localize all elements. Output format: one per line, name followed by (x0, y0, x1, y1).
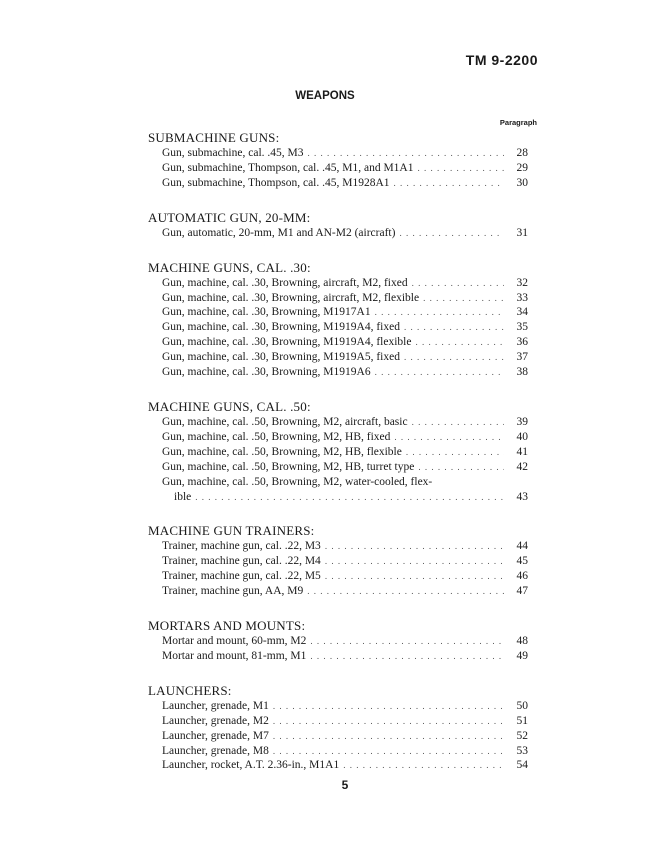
paragraph-number: 42 (516, 460, 528, 473)
section-machine-gun-trainers (148, 522, 528, 599)
dot-leader (273, 699, 504, 714)
dot-leader (310, 634, 504, 649)
entry-text: Gun, machine, cal. .50, Browning, M2, aircraft, basic (162, 415, 408, 428)
page-number: 5 (341, 778, 349, 792)
paragraph-number: 53 (516, 744, 528, 757)
dot-leader (375, 365, 504, 380)
entry-text: Launcher, rocket, A.T. 2.36-in., M1A1 (162, 759, 340, 772)
entry-text: Gun, machine, cal. .50, Browning, M2, HB, fixed (162, 430, 391, 443)
dot-leader (415, 335, 504, 350)
entry-text: Trainer, machine gun, cal. .22, M5 (162, 570, 321, 583)
dot-leader (394, 176, 504, 191)
dot-leader (412, 276, 504, 291)
section-heading: SUBMACHINE GUNS: (148, 130, 280, 145)
dot-leader (273, 744, 504, 759)
list-item (148, 430, 528, 445)
list-item (148, 460, 528, 475)
dot-leader (195, 490, 504, 505)
list-item (148, 729, 528, 744)
section-heading: LAUNCHERS: (148, 682, 232, 698)
dot-leader (273, 729, 504, 744)
section-heading: MACHINE GUNS, CAL. .50: (148, 398, 311, 414)
paragraph-number: 49 (516, 649, 528, 662)
list-item (148, 569, 528, 584)
paragraph-number: 31 (516, 226, 528, 239)
paragraph-number: 39 (516, 415, 528, 428)
entry-text: Mortar and mount, 81-mm, M1 (162, 649, 307, 662)
dot-leader (423, 291, 504, 306)
document-id: TM 9-2200 (465, 52, 538, 68)
entry-text: Launcher, grenade, M2 (162, 714, 269, 727)
list-item (148, 714, 528, 729)
entry-text: Launcher, grenade, M1 (162, 699, 269, 712)
dot-leader (375, 305, 504, 320)
entry-text: Gun, machine, cal. .30, Browning, M1919A5, fixed (162, 351, 400, 364)
paragraph-number: 40 (516, 430, 528, 443)
paragraph-number: 33 (516, 291, 528, 304)
list-item (148, 649, 528, 664)
paragraph-number: 36 (516, 336, 528, 349)
dot-leader (325, 539, 504, 554)
entry-text: Trainer, machine gun, cal. .22, M3 (162, 540, 321, 553)
section-launchers (148, 682, 528, 774)
entry-text: Gun, submachine, cal. .45, M3 (162, 147, 304, 159)
list-item (148, 584, 528, 599)
entry-text: Mortar and mount, 60-mm, M2 (162, 635, 307, 648)
section-automatic-gun (148, 209, 528, 241)
paragraph-number: 52 (516, 729, 528, 742)
dot-leader (406, 445, 504, 460)
dot-leader (307, 584, 504, 599)
paragraph-number: 48 (516, 635, 528, 648)
dot-leader (394, 430, 504, 445)
section-machine-guns-30 (148, 259, 528, 380)
dot-leader (325, 554, 504, 569)
paragraph-number: 44 (516, 540, 528, 553)
paragraph-number: 47 (516, 585, 528, 598)
section-heading: MACHINE GUNS, CAL. .30: (148, 259, 311, 275)
section-mortars-and-mounts (148, 617, 528, 664)
paragraph-number: 32 (516, 276, 528, 289)
paragraph-number: 29 (516, 161, 528, 174)
paragraph-column-label: Paragraph (499, 118, 537, 127)
section-heading: AUTOMATIC GUN, 20-MM: (148, 209, 311, 225)
dot-leader (418, 460, 504, 475)
section-machine-guns-50 (148, 398, 528, 504)
paragraph-number: 50 (516, 699, 528, 712)
entry-text: Gun, machine, cal. .30, Browning, M1919A4, flexible (162, 336, 412, 349)
paragraph-number: 51 (516, 714, 528, 727)
section-heading: MACHINE GUN TRAINERS: (148, 523, 315, 539)
entry-text: Trainer, machine gun, AA, M9 (162, 585, 304, 598)
paragraph-number: 28 (516, 147, 528, 159)
list-item (148, 758, 528, 773)
list-item (148, 365, 528, 380)
dot-leader (412, 415, 504, 430)
dot-leader (404, 350, 504, 365)
list-item (148, 445, 528, 460)
list-item (148, 539, 528, 554)
entry-text: Gun, machine, cal. .30, Browning, aircraft, M2, fixed (162, 276, 408, 289)
entry-text: Trainer, machine gun, cal. .22, M4 (162, 555, 321, 568)
entry-text: Gun, machine, cal. .30, Browning, M1919A4, fixed (162, 321, 400, 334)
list-item-line1: Gun, machine, cal. .50, Browning, M2, water-cooled, flex- (162, 475, 433, 488)
contents-list (148, 129, 528, 791)
entry-text: Gun, machine, cal. .50, Browning, M2, HB, flexible (162, 445, 402, 458)
list-item (148, 415, 528, 430)
list-item (148, 305, 528, 320)
paragraph-number: 43 (516, 490, 528, 503)
paragraph-number: 54 (516, 759, 528, 772)
list-item (148, 554, 528, 569)
list-item (148, 490, 528, 505)
dot-leader (325, 569, 504, 584)
list-item (148, 276, 528, 291)
list-item (148, 320, 528, 335)
list-item (148, 699, 528, 714)
paragraph-number: 41 (516, 445, 528, 458)
list-item (148, 744, 528, 759)
paragraph-number: 34 (516, 306, 528, 319)
entry-text: Gun, machine, cal. .30, Browning, M1917A1 (162, 306, 371, 319)
entry-text: Gun, submachine, Thompson, cal. .45, M1928A1 (162, 176, 390, 189)
dot-leader (417, 161, 504, 176)
dot-leader (310, 649, 504, 664)
entry-text: Gun, machine, cal. .30, Browning, M1919A6 (162, 366, 371, 379)
dot-leader (404, 320, 504, 335)
entry-text: Gun, automatic, 20-mm, M1 and AN-M2 (aircraft) (162, 226, 396, 239)
list-item (148, 146, 528, 161)
page-title: WEAPONS (295, 90, 355, 102)
entry-text: Launcher, grenade, M7 (162, 729, 269, 742)
list-item (148, 291, 528, 306)
entry-text: Gun, machine, cal. .30, Browning, aircraft, M2, flexible (162, 291, 420, 304)
entry-text-continued: ible (174, 490, 192, 503)
list-item (148, 161, 528, 176)
entry-text: Launcher, grenade, M8 (162, 744, 269, 757)
entry-text: Gun, submachine, Thompson, cal. .45, M1, and M1A1 (162, 161, 414, 174)
paragraph-number: 45 (516, 555, 528, 568)
paragraph-number: 35 (516, 321, 528, 334)
dot-leader (343, 758, 504, 773)
list-item (148, 176, 528, 191)
paragraph-number: 37 (516, 351, 528, 364)
paragraph-number: 38 (516, 366, 528, 379)
list-item (148, 335, 528, 350)
list-item (148, 350, 528, 365)
section-submachine-guns (148, 129, 528, 191)
dot-leader (399, 226, 504, 241)
list-item (148, 226, 528, 241)
entry-text: Gun, machine, cal. .50, Browning, M2, HB, turret type (162, 460, 415, 473)
dot-leader (273, 714, 504, 729)
paragraph-number: 46 (516, 570, 528, 583)
list-item (148, 634, 528, 649)
dot-leader (308, 146, 505, 161)
section-heading: MORTARS AND MOUNTS: (148, 618, 306, 634)
paragraph-number: 30 (516, 176, 528, 189)
